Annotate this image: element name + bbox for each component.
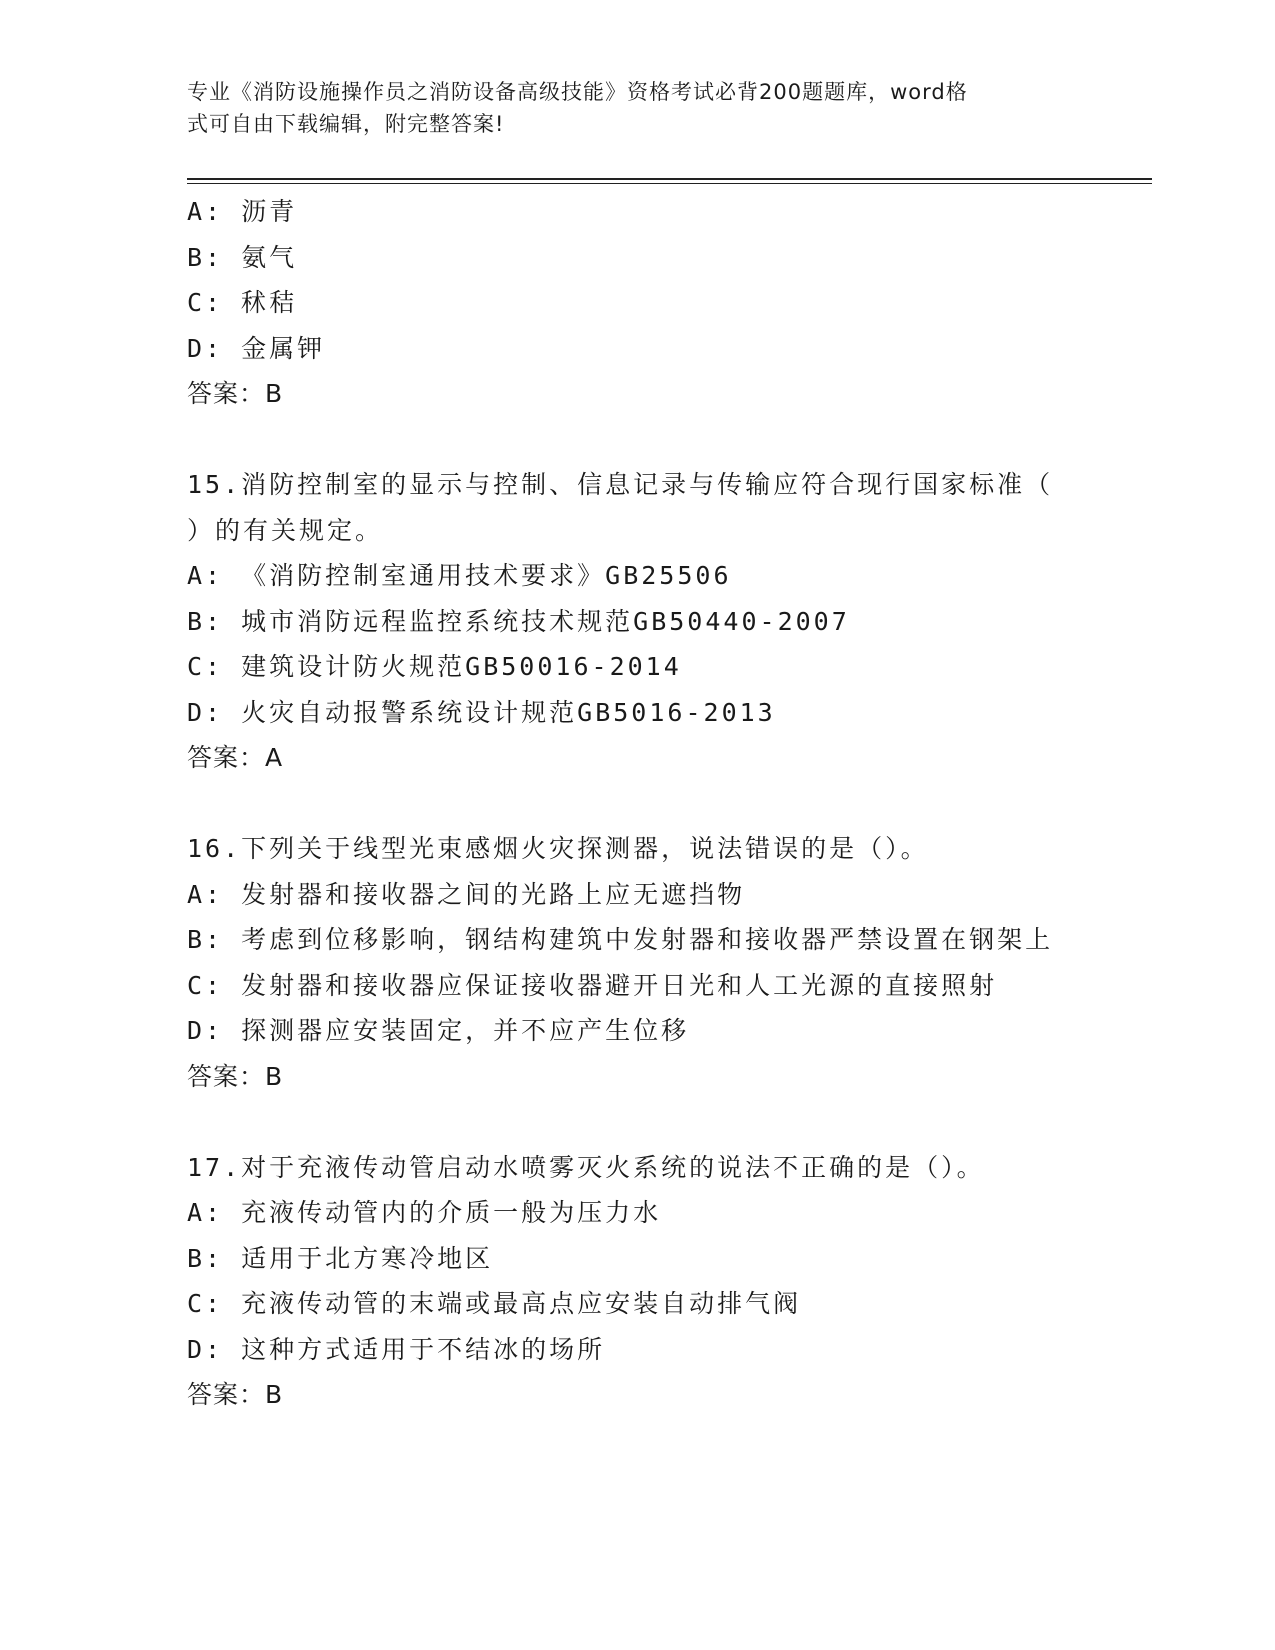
- question-list: [187, 189, 1087, 1418]
- question-stem: 17.对于充液传动管启动水喷雾灭火系统的说法不正确的是（）。: [187, 1152, 985, 1182]
- option-c: C: 秫秸: [187, 288, 298, 317]
- option-c: C: 充液传动管的末端或最高点应安装自动排气阀: [187, 1289, 802, 1318]
- option-d: D: 这种方式适用于不结冰的场所: [187, 1334, 606, 1364]
- header-divider-thin: [187, 183, 1152, 184]
- question-stem: 15.消防控制室的显示与控制、信息记录与传输应符合现行国家标准（: [187, 470, 1054, 499]
- question-17: [187, 1145, 1087, 1418]
- answer-line: 答案：B: [187, 1380, 284, 1409]
- spacer: [187, 417, 1087, 463]
- question-stem-continued: ）的有关规定。: [187, 515, 384, 545]
- answer-line: 答案：B: [187, 379, 284, 408]
- option-d: D: 火灾自动报警系统设计规范GB5016-2013: [187, 697, 776, 727]
- question-stem: 16.下列关于线型光束感烟火灾探测器，说法错误的是（）。: [187, 834, 929, 863]
- question-14: [187, 189, 1087, 417]
- answer-line: 答案：A: [187, 743, 284, 772]
- option-d: D: 金属钾: [187, 333, 326, 363]
- option-c: C: 建筑设计防火规范GB50016-2014: [187, 652, 682, 681]
- option-d: D: 探测器应安装固定，并不应产生位移: [187, 1016, 690, 1045]
- question-15: [187, 462, 1087, 781]
- header-line-2: 式可自由下载编辑，附完整答案!: [187, 112, 505, 136]
- spacer: [187, 781, 1087, 827]
- option-a: A: 充液传动管内的介质一般为压力水: [187, 1198, 662, 1227]
- question-16: [187, 826, 1087, 1099]
- option-b: B: 适用于北方寒冷地区: [187, 1243, 494, 1273]
- option-b: B: 城市消防远程监控系统技术规范GB50440-2007: [187, 606, 850, 636]
- option-b: B: 考虑到位移影响，钢结构建筑中发射器和接收器严禁设置在钢架上: [187, 925, 1054, 954]
- document-header: [187, 76, 1067, 140]
- header-divider-thick: [187, 178, 1152, 180]
- header-line-1: 专业《消防设施操作员之消防设备高级技能》资格考试必背200题题库，word格: [187, 80, 968, 104]
- answer-line: 答案：B: [187, 1061, 284, 1091]
- spacer: [187, 1099, 1087, 1145]
- option-a: A: 沥青: [187, 197, 298, 226]
- option-c: C: 发射器和接收器应保证接收器避开日光和人工光源的直接照射: [187, 970, 998, 1000]
- option-a: A: 《消防控制室通用技术要求》GB25506: [187, 561, 732, 590]
- option-b: B: 氨气: [187, 242, 298, 272]
- option-a: A: 发射器和接收器之间的光路上应无遮挡物: [187, 879, 746, 909]
